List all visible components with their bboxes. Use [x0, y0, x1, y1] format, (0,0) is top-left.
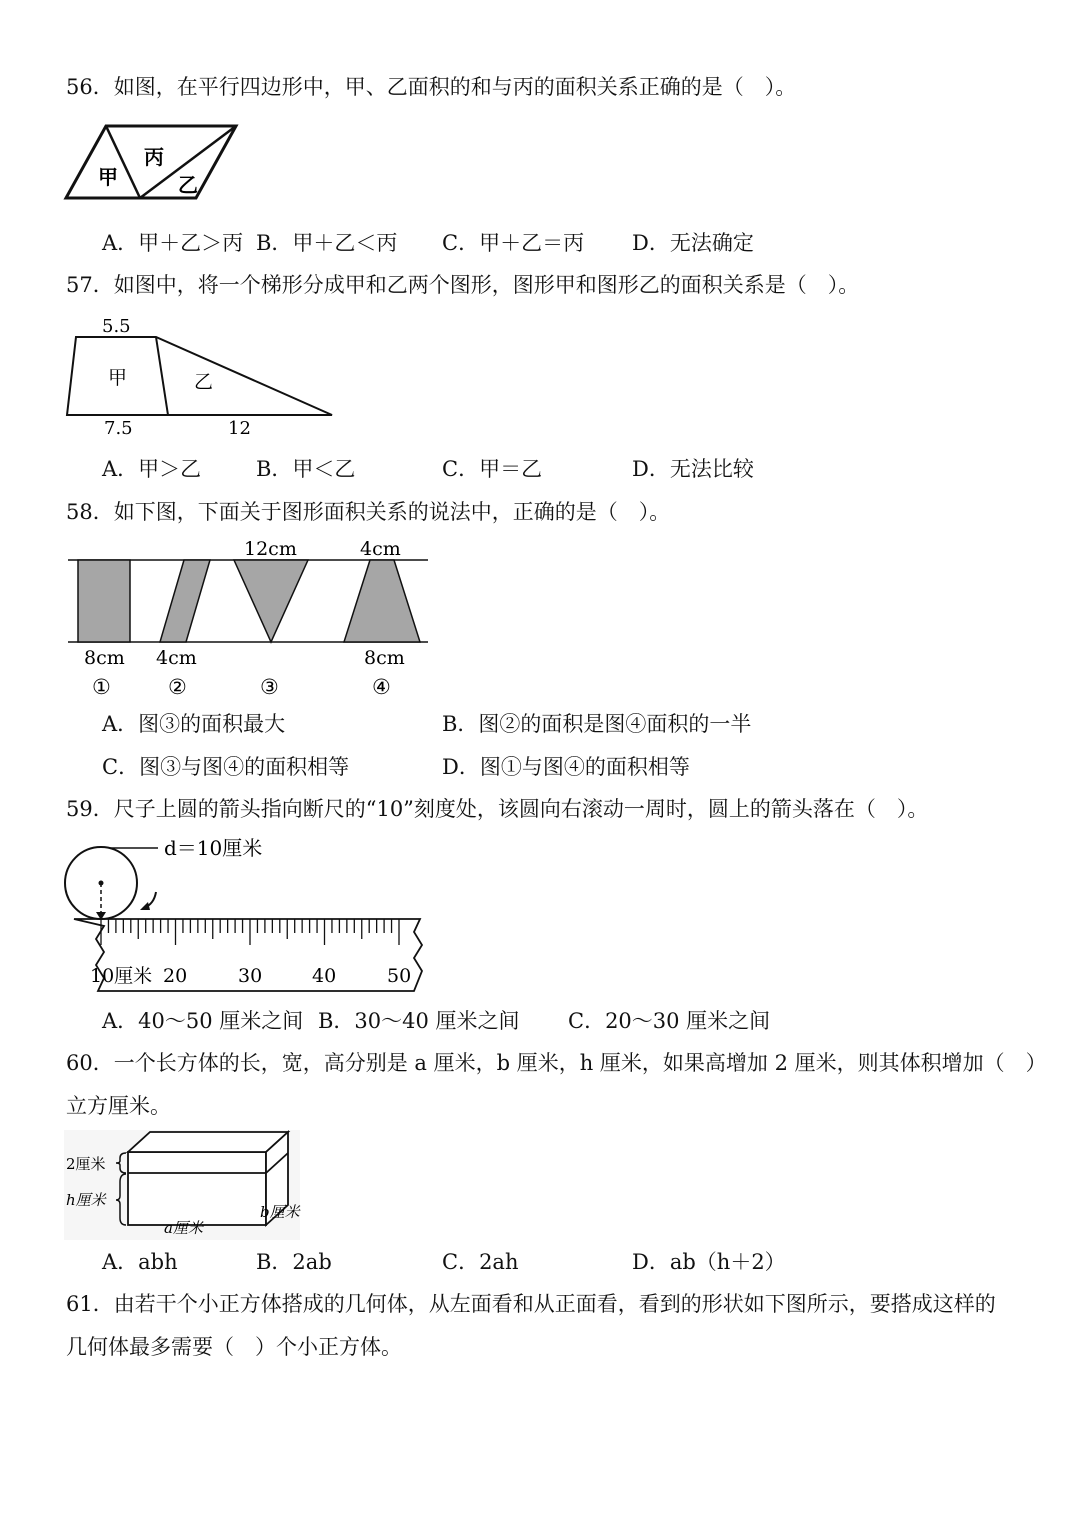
q58-label-n4: ④	[372, 675, 391, 699]
q58-option-c[interactable]: C．图③与图④的面积相等	[102, 755, 350, 779]
q57-label-bottom-left: 7.5	[104, 418, 133, 439]
q56-label-jia: 甲	[98, 165, 118, 189]
q58-text: 58．如下图，下面关于图形面积关系的说法中，正确的是（ ）。	[66, 500, 671, 524]
q61-text-line2: 几何体最多需要（ ）个小正方体。	[66, 1335, 402, 1359]
q60-label-a: a厘米	[164, 1219, 203, 1237]
q57-label-jia: 甲	[108, 367, 128, 389]
q56-label-yi: 乙	[178, 173, 198, 197]
q59-ruler-figure	[60, 830, 430, 1000]
q57-trapezoid-figure	[60, 312, 350, 442]
q56-option-b[interactable]: B．甲＋乙＜丙	[256, 231, 398, 255]
q57-text: 57．如图中，将一个梯形分成甲和乙两个图形，图形甲和图形乙的面积关系是（ ）。	[66, 273, 860, 297]
q58-label-n1: ①	[92, 675, 111, 699]
q57-label-yi: 乙	[194, 371, 214, 393]
q59-label-t10: 10厘米	[90, 965, 153, 987]
q58-label-b1: 8cm	[84, 647, 125, 669]
q58-label-b4: 8cm	[364, 647, 405, 669]
q58-label-b2: 4cm	[156, 647, 197, 669]
q58-label-n2: ②	[168, 675, 187, 699]
q60-option-b[interactable]: B．2ab	[256, 1250, 332, 1274]
q60-label-two: 2厘米	[66, 1155, 106, 1173]
q59-label-t40: 40	[312, 965, 337, 987]
q58-label-n3: ③	[260, 675, 279, 699]
q61-text-line1: 61．由若干个小正方体搭成的几何体，从左面看和从正面看，看到的形状如下图所示，要搭成这样的	[66, 1292, 996, 1316]
q56-parallelogram-figure	[64, 120, 244, 205]
q59-option-b[interactable]: B．30～40 厘米之间	[318, 1009, 520, 1033]
q58-label-top4: 4cm	[360, 538, 401, 560]
q60-cuboid-figure	[62, 1128, 312, 1243]
q56-text: 56．如图，在平行四边形中，甲、乙面积的和与丙的面积关系正确的是（ ）。	[66, 75, 797, 99]
q57-label-top: 5.5	[102, 316, 131, 337]
q58-option-a[interactable]: A．图③的面积最大	[102, 712, 286, 736]
q57-option-a[interactable]: A．甲＞乙	[102, 457, 202, 481]
q60-text-line2: 立方厘米。	[66, 1094, 171, 1118]
q59-option-c[interactable]: C．20～30 厘米之间	[568, 1009, 771, 1033]
q58-shapes-figure	[60, 532, 440, 702]
q60-option-a[interactable]: A．abh	[102, 1250, 178, 1274]
q59-ruler-ticks	[101, 919, 399, 945]
q59-label-t30: 30	[238, 965, 263, 987]
q60-option-d[interactable]: D．ab（h＋2）	[632, 1250, 786, 1274]
q56-option-c[interactable]: C．甲＋乙＝丙	[442, 231, 585, 255]
q59-label-t20: 20	[163, 965, 188, 987]
q60-option-c[interactable]: C．2ah	[442, 1250, 519, 1274]
q60-label-h: h厘米	[66, 1191, 106, 1209]
q60-text-line1: 60．一个长方体的长，宽，高分别是 a 厘米，b 厘米，h 厘米，如果高增加 2 厘米，则其体积增加（ ）	[66, 1051, 1047, 1075]
q58-option-b[interactable]: B．图②的面积是图④面积的一半	[442, 712, 752, 736]
q58-option-d[interactable]: D．图①与图④的面积相等	[442, 755, 690, 779]
q57-option-d[interactable]: D．无法比较	[632, 457, 754, 481]
q59-label-diameter: d＝10厘米	[164, 836, 263, 860]
q57-option-b[interactable]: B．甲＜乙	[256, 457, 356, 481]
q57-label-bottom-right: 12	[228, 418, 251, 439]
q58-label-top3: 12cm	[244, 538, 297, 560]
q59-label-t50: 50	[387, 965, 412, 987]
q59-text: 59．尺子上圆的箭头指向断尺的“10”刻度处，该圆向右滚动一周时，圆上的箭头落在（ ）。	[66, 797, 929, 821]
q56-option-d[interactable]: D．无法确定	[632, 231, 754, 255]
q57-option-c[interactable]: C．甲＝乙	[442, 457, 543, 481]
q56-option-a[interactable]: A．甲＋乙＞丙	[102, 231, 244, 255]
q56-label-bing: 丙	[144, 145, 164, 169]
q59-option-a[interactable]: A．40～50 厘米之间	[102, 1009, 304, 1033]
q60-label-b: b厘米	[260, 1203, 300, 1221]
